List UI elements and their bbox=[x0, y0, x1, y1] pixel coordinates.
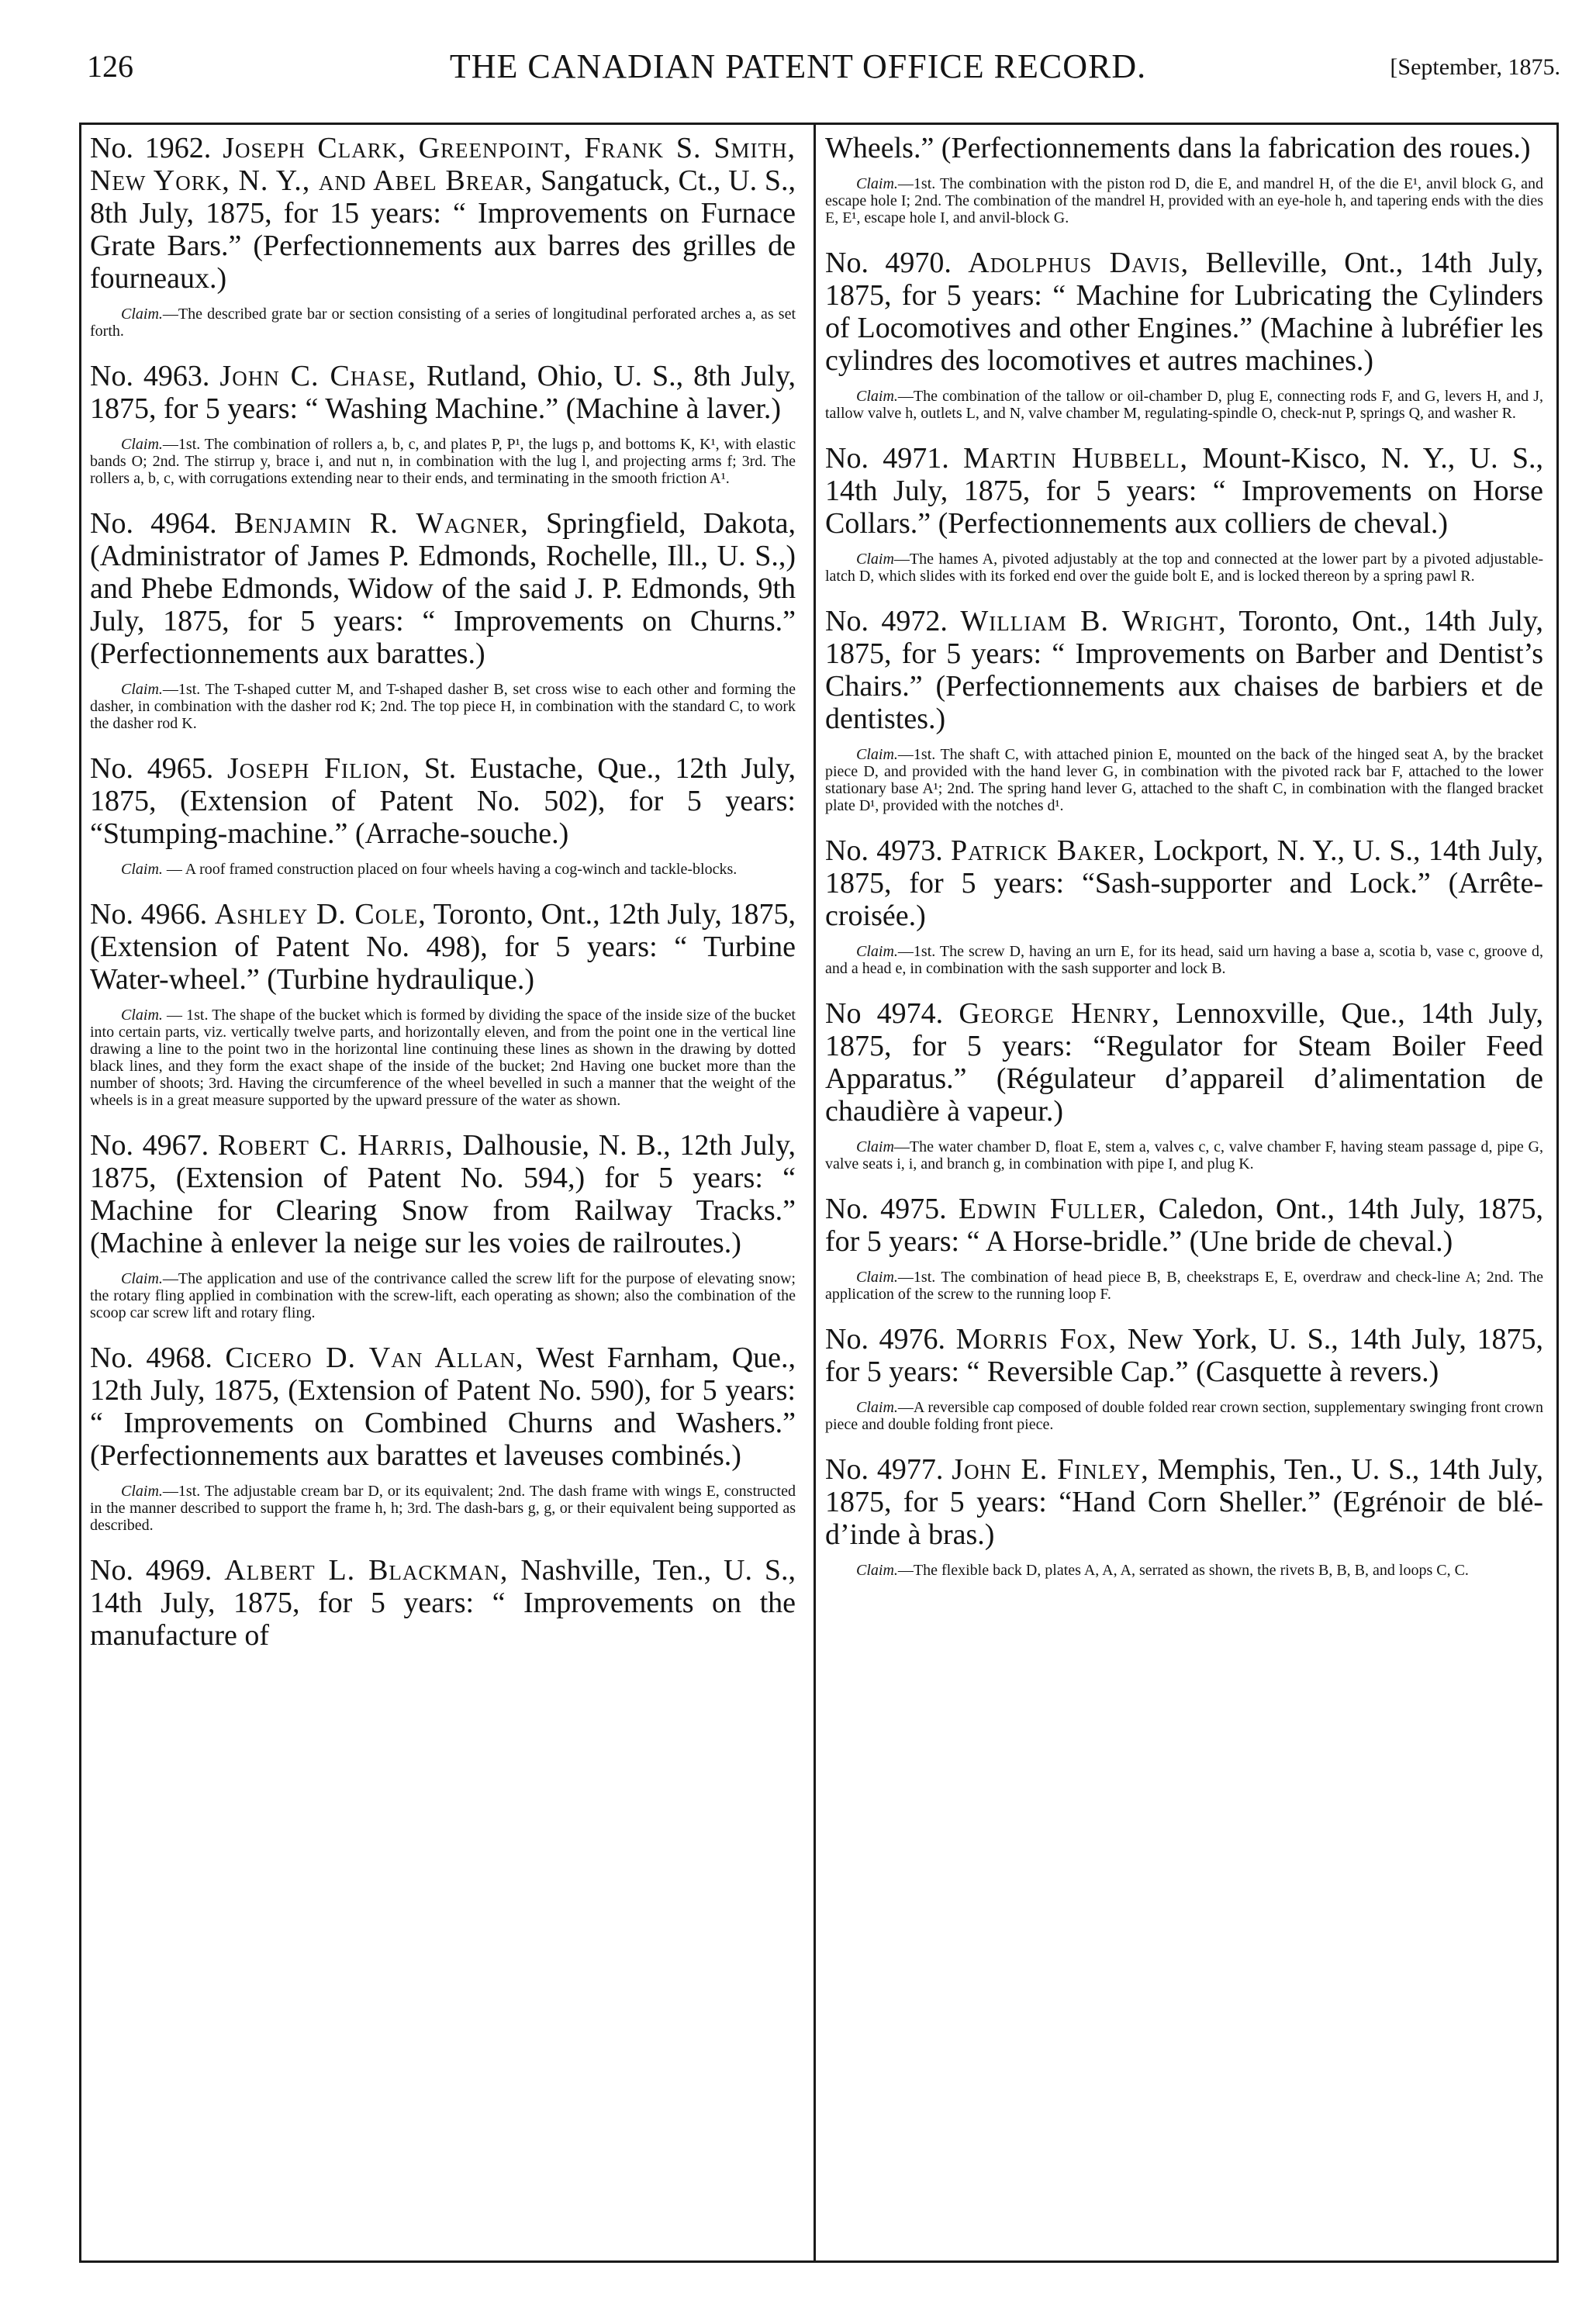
patent-heading bbox=[90, 507, 796, 670]
patent-number: No. 4964. bbox=[90, 507, 217, 540]
claim-text: —1st. The combination of rollers a, b, c, and plates P, P¹, the lugs p, and bottoms K, K¹, with elastic bands O; 2nd. The stirrup y, brace i, and nut n, in combination with the lug l, and projecting arms f; 3rd. The rollers a, b, c, with corrugations extending near to their ends, and terminating in the smooth friction A¹. bbox=[90, 436, 796, 487]
patentee-name: Joseph Clark, Greenpoint, Frank S. Smith, New York, N. Y., and Abel Brear, bbox=[90, 132, 796, 197]
patent-number: No. 4967. bbox=[90, 1129, 209, 1162]
patent-entry bbox=[825, 1453, 1543, 1579]
claim-text: —The application and use of the contrivance called the screw lift for the purpose of elevating snow; the rotary fling applied in combination with the screw-lift, each operating as shown; also the combination of the scoop car screw lift and rotary fling. bbox=[90, 1270, 796, 1321]
patentee-name: William B. Wright, bbox=[960, 605, 1227, 637]
claim-label: Claim. bbox=[121, 1007, 163, 1024]
patent-claim bbox=[90, 681, 796, 732]
patent-claim bbox=[825, 746, 1543, 814]
patent-number: No. 4971. bbox=[825, 442, 949, 475]
patentee-name: Edwin Fuller, bbox=[958, 1193, 1147, 1225]
patent-claim bbox=[825, 175, 1543, 226]
patentee-name: Benjamin R. Wagner, bbox=[233, 507, 529, 540]
patentee-name: Albert L. Blackman, bbox=[224, 1554, 509, 1587]
patent-heading bbox=[825, 605, 1543, 735]
patent-claim bbox=[825, 943, 1543, 977]
patent-heading bbox=[90, 360, 796, 425]
patent-number: No. 4970. bbox=[825, 247, 952, 279]
claim-label: Claim bbox=[856, 551, 894, 568]
patent-heading bbox=[90, 752, 796, 850]
claim-text: — A roof framed construction placed on four wheels having a cog-winch and tackle-blocks. bbox=[162, 861, 738, 878]
patent-details: Mount-Kisco, N. Y., U. S., 14th July, 1875, for 5 years: “ Improvements on Horse Collars.” (Perfectionnements aux colliers de cheval.) bbox=[825, 442, 1543, 540]
patent-heading bbox=[90, 1342, 796, 1472]
claim-label: Claim. bbox=[121, 861, 163, 878]
patent-heading bbox=[825, 247, 1543, 377]
patent-entry bbox=[90, 898, 796, 1109]
claim-label: Claim. bbox=[856, 943, 898, 960]
patent-heading bbox=[825, 1323, 1543, 1388]
patentee-name: Joseph Filion, bbox=[226, 752, 411, 785]
patent-details: Nashville, Ten., U. S., 14th July, 1875, for 5 years: “ Improvements on the manufacture of bbox=[90, 1554, 796, 1652]
right-column bbox=[825, 132, 1543, 2249]
patent-heading bbox=[825, 997, 1543, 1128]
claim-text: —1st. The adjustable cream bar D, or its equivalent; 2nd. The dash frame with wings E, constructed in the manner described to support the frame h, h; 3rd. The dash-bars g, g, or their equivalent being supported as described. bbox=[90, 1483, 796, 1534]
patent-details: Toronto, Ont., 12th July, 1875, (Extension of Patent No. 498), for 5 years: “ Turbine Water-wheel.” (Turbine hydraulique.) bbox=[90, 898, 796, 996]
patent-details: Memphis, Ten., U. S., 14th July, 1875, for 5 years: “Hand Corn Sheller.” (Egrénoir de blé-d’inde à bras.) bbox=[825, 1453, 1543, 1551]
patent-entry bbox=[90, 1342, 796, 1534]
claim-label: Claim. bbox=[121, 681, 163, 698]
patentee-name: John E. Finley, bbox=[952, 1453, 1149, 1486]
patent-details: Toronto, Ont., 14th July, 1875, for 5 years: “ Improvements on Barber and Dentist’s Chairs.” (Perfectionnements aux chaises de barbiers et de dentistes.) bbox=[825, 605, 1543, 735]
patent-claim bbox=[825, 1399, 1543, 1433]
claim-text: —The water chamber D, float E, stem a, valves c, c, valve chamber F, having steam passage d, pipe G, valve seats i, i, and branch g, in combination with pipe I, and plug K. bbox=[825, 1138, 1543, 1172]
patent-entry bbox=[825, 1323, 1543, 1433]
patent-claim bbox=[825, 388, 1543, 422]
patent-entry bbox=[825, 1193, 1543, 1303]
patent-claim bbox=[825, 1562, 1543, 1579]
patent-number: No 4974. bbox=[825, 997, 944, 1030]
patent-entry bbox=[90, 132, 796, 340]
patent-heading bbox=[90, 132, 796, 295]
patentee-name: Patrick Baker, bbox=[951, 834, 1146, 867]
patent-heading bbox=[90, 898, 796, 996]
patent-details: Rutland, Ohio, U. S., 8th July, 1875, for 5 years: “ Washing Machine.” (Machine à laver.) bbox=[90, 360, 796, 425]
patent-details: Caledon, Ont., 14th July, 1875, for 5 years: “ A Horse-bridle.” (Une bride de cheval.) bbox=[825, 1193, 1543, 1258]
patent-details: St. Eustache, Que., 12th July, 1875, (Extension of Patent No. 502), for 5 years: “Stumping-machine.” (Arrache-souche.) bbox=[90, 752, 796, 850]
patent-entry bbox=[825, 997, 1543, 1172]
patent-heading bbox=[825, 834, 1543, 932]
patent-details: Springfield, Dakota, (Administrator of James P. Edmonds, Rochelle, Ill., U. S.,) and Phebe Edmonds, Widow of the said J. P. Edmonds, 9th July, 1875, for 5 years: “ Improvements on Churns.” (Perfectionnements aux barattes.) bbox=[90, 507, 796, 670]
claim-text: —1st. The shaft C, with attached pinion E, mounted on the back of the hinged seat A, by the bracket piece D, and provided with the hand lever G, in combination with the pivoted rack bar F, attached to the lower stationary base A¹; 2nd. The spring hand lever G, attached to the shaft C, in combination with the flanged bracket plate D¹, provided with the notches d¹. bbox=[825, 746, 1543, 814]
patentee-name: Ashley D. Cole, bbox=[214, 898, 427, 931]
patent-entry bbox=[90, 360, 796, 487]
claim-label: Claim. bbox=[121, 1483, 163, 1500]
claim-label: Claim. bbox=[856, 1269, 898, 1286]
patent-number: No. 1962. bbox=[90, 132, 212, 164]
claim-label: Claim. bbox=[856, 1562, 898, 1579]
left-column bbox=[90, 132, 796, 2249]
patent-claim bbox=[825, 1138, 1543, 1172]
claim-label: Claim. bbox=[856, 175, 898, 192]
patent-number: No. 4963. bbox=[90, 360, 210, 392]
patent-details: West Farnham, Que., 12th July, 1875, (Extension of Patent No. 590), for 5 years: “ Improvements on Combined Churns and Washers.” (Perfectionnements aux barattes et laveuses combinés.) bbox=[90, 1342, 796, 1472]
patent-claim bbox=[90, 1007, 796, 1109]
patent-entry bbox=[90, 1129, 796, 1321]
patent-heading bbox=[825, 442, 1543, 540]
claim-text: —1st. The combination with the piston rod D, die E, and mandrel H, of the die E¹, anvil block G, and escape hole I; 2nd. The combination of the mandrel H, provided with an eye-hole h, and tapering ends with the dies E, E¹, escape hole I, and anvil-block G. bbox=[825, 175, 1543, 226]
patent-heading bbox=[825, 1453, 1543, 1551]
claim-label: Claim bbox=[856, 1138, 894, 1155]
patent-heading bbox=[825, 132, 1543, 164]
patent-details: New York, U. S., 14th July, 1875, for 5 years: “ Reversible Cap.” (Casquette à revers.) bbox=[825, 1323, 1543, 1388]
page-header bbox=[0, 0, 1596, 109]
patent-entry bbox=[90, 752, 796, 878]
patent-number: No. 4977. bbox=[825, 1453, 944, 1486]
patent-heading bbox=[90, 1554, 796, 1652]
patent-number: No. 4975. bbox=[825, 1193, 947, 1225]
patent-number: No. 4969. bbox=[90, 1554, 212, 1587]
claim-label: Claim. bbox=[856, 746, 898, 763]
patent-number: No. 4973. bbox=[825, 834, 943, 867]
patent-heading bbox=[825, 1193, 1543, 1258]
patent-entry bbox=[825, 834, 1543, 977]
patent-details: Lennoxville, Que., 14th July, 1875, for 5 years: “Regulator for Steam Boiler Feed Apparatus.” (Régulateur d’appareil d’alimentation de chaudière à vapeur.) bbox=[825, 997, 1543, 1128]
patent-claim bbox=[90, 436, 796, 487]
patent-number: No. 4968. bbox=[90, 1342, 212, 1374]
patentee-name: Martin Hubbell, bbox=[963, 442, 1189, 475]
patent-entry bbox=[90, 1554, 796, 1652]
patent-details: Lockport, N. Y., U. S., 14th July, 1875, for 5 years: “Sash-supporter and Lock.” (Arrête-croisée.) bbox=[825, 834, 1543, 932]
claim-text: —1st. The T-shaped cutter M, and T-shaped dasher B, set cross wise to each other and forming the dasher, in combination with the dasher rod K; 2nd. The top piece H, in combination with the standard C, to work the dasher rod K. bbox=[90, 681, 796, 732]
patentee-name: Adolphus Davis, bbox=[968, 247, 1190, 279]
patent-number: No. 4972. bbox=[825, 605, 948, 637]
patent-claim bbox=[825, 551, 1543, 585]
claim-text: —The described grate bar or section consisting of a series of longitudinal perforated arches a, as set forth. bbox=[90, 306, 796, 340]
issue-date: [September, 1875. bbox=[1390, 54, 1560, 80]
patent-entry bbox=[90, 507, 796, 732]
claim-label: Claim. bbox=[121, 306, 163, 323]
patent-number: No. 4966. bbox=[90, 898, 208, 931]
claim-text: —1st. The screw D, having an urn E, for its head, said urn having a base a, scotia b, vase c, groove d, and a head e, in combination with the sash supporter and lock B. bbox=[825, 943, 1543, 977]
patentee-name: George Henry, bbox=[959, 997, 1160, 1030]
claim-text: —The combination of the tallow or oil-chamber D, plug E, connecting rods F, and G, levers H, and J, tallow valve h, outlets L, and N, valve chamber M, regulating-spindle O, check-nut P, springs Q, and washer R. bbox=[825, 388, 1543, 422]
claim-text: —The flexible back D, plates A, A, A, serrated as shown, the rivets B, B, B, and loops C, C. bbox=[897, 1562, 1469, 1579]
claim-text: —A reversible cap composed of double folded rear crown section, supplementary swinging front crown piece and double folding front piece. bbox=[825, 1399, 1543, 1433]
claim-label: Claim. bbox=[121, 1270, 163, 1287]
page-number: 126 bbox=[87, 49, 133, 84]
patent-details: Wheels.” (Perfectionnements dans la fabrication des roues.) bbox=[825, 132, 1531, 164]
patent-details: Dalhousie, N. B., 12th July, 1875, (Extension of Patent No. 594,) for 5 years: “ Machine for Clearing Snow from Railway Tracks.” (Machine à enlever la neige sur les voies de railroutes.) bbox=[90, 1129, 796, 1259]
patentee-name: Robert C. Harris, bbox=[217, 1129, 454, 1162]
patentee-name: Morris Fox, bbox=[955, 1323, 1118, 1356]
patent-claim bbox=[90, 861, 796, 878]
patent-number: No. 4965. bbox=[90, 752, 214, 785]
patent-entry bbox=[825, 132, 1543, 226]
claim-label: Claim. bbox=[856, 388, 898, 405]
patent-entry bbox=[825, 247, 1543, 422]
claim-text: —1st. The combination of head piece B, B, cheekstraps E, E, overdraw and check-line A; 2nd. The application of the screw to the running loop F. bbox=[825, 1269, 1543, 1303]
claim-text: —The hames A, pivoted adjustably at the top and connected at the lower part by a pivoted adjustable-latch D, which slides with its forked end over the guide bolt E, and is locked thereon by a spring pawl R. bbox=[825, 551, 1543, 585]
patent-claim bbox=[825, 1269, 1543, 1303]
patentee-name: Cicero D. Van Allan, bbox=[225, 1342, 524, 1374]
patent-number: No. 4976. bbox=[825, 1323, 946, 1356]
patent-entry bbox=[825, 605, 1543, 814]
patent-details: Belleville, Ont., 14th July, 1875, for 5 years: “ Machine for Lubricating the Cylinders of Locomotives and other Engines.” (Machine à lubréfier les cylindres des locomotives et autres machines.) bbox=[825, 247, 1543, 377]
patent-claim bbox=[90, 1270, 796, 1321]
patent-claim bbox=[90, 306, 796, 340]
patent-claim bbox=[90, 1483, 796, 1534]
patent-heading bbox=[90, 1129, 796, 1259]
patentee-name: John C. Chase, bbox=[219, 360, 416, 392]
patent-details: Sangatuck, Ct., U. S., 8th July, 1875, for 15 years: “ Improvements on Furnace Grate Bars.” (Perfectionnements aux barres des grilles de fourneaux.) bbox=[90, 164, 796, 295]
claim-label: Claim. bbox=[121, 436, 163, 453]
claim-label: Claim. bbox=[856, 1399, 898, 1416]
running-title: THE CANADIAN PATENT OFFICE RECORD. bbox=[449, 47, 1147, 85]
patent-entry bbox=[825, 442, 1543, 585]
column-divider bbox=[814, 123, 816, 2263]
claim-text: — 1st. The shape of the bucket which is formed by dividing the space of the inside size of the bucket into certain parts, viz. vertically twelve parts, and horizontally eleven, and from the point one in the vertical line drawing a line to the point two in the horizontal line continuing these lines as shown in the drawing by dotted black lines, and they form the exact shape of the inside of the bucket; 2nd Having one bucket more than the number of shoots; 3rd. Having the circumference of the wheel bevelled in such a manner that the weight of the wheels is in a great measure supported by the upward pressure of the water as shown. bbox=[90, 1007, 796, 1109]
